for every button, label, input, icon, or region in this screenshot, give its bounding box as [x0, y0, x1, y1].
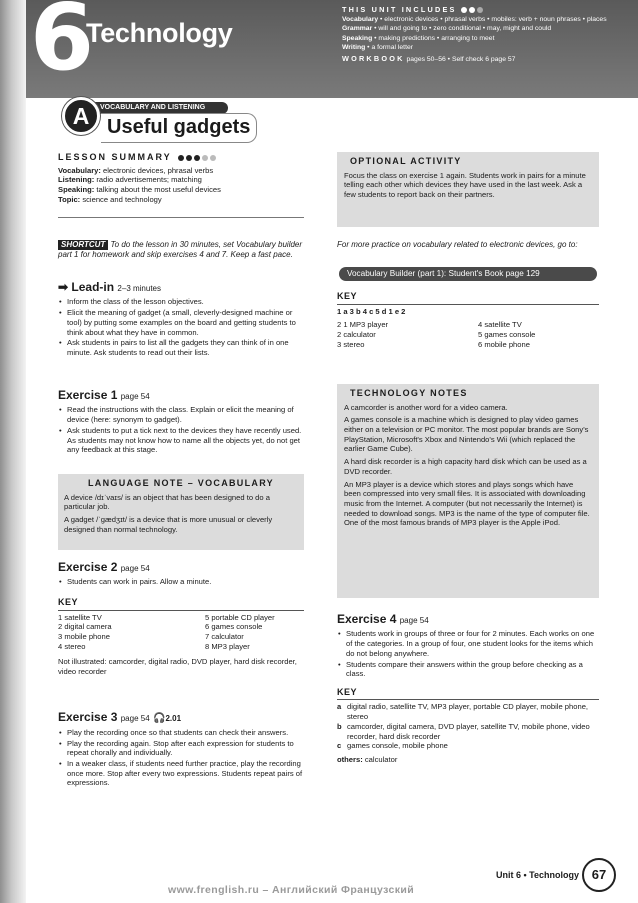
list-item: • Ask students to put a tick next to the devices they have recently used. As students may not know how to name all the objects yet, do not get any feedback at this stage. — [58, 426, 304, 455]
key-heading: KEY — [337, 291, 599, 305]
difficulty-dots-icon — [176, 152, 216, 162]
exercise2-title: Exercise 2 page 54 — [58, 560, 150, 574]
shortcut-note: SHORTCUT To do the lesson in 30 minutes, set Vocabulary builder part 1 for homework and skip exercises 4 and 7. Keep a fast pace. — [58, 240, 303, 260]
includes-row-grammar: Grammar • will and going to • zero conditional • may, might and could — [342, 25, 552, 33]
arrow-right-icon: ➡ — [58, 280, 69, 294]
unit-includes-box — [342, 5, 632, 64]
lesson-letter-badge: A — [62, 97, 100, 135]
list-item: • Play the recording again. Stop after each expression for students to repeat chorally and individually. — [58, 739, 304, 758]
list-item: • Elicit the meaning of gadget (a small, cleverly-designed machine or tool) by putting some examples on the board and getting students to think about what they have in common. — [58, 308, 304, 337]
tech-note-text: A games console is a machine which is designed to play video games either on a television or PC monitor. The most popular brands are Sony's PlayStation, Microsoft's Xbox and Nintendo's Wii (which replaced the earlier Game Cube). — [344, 415, 589, 454]
summary-row: Vocabulary: electronic devices, phrasal verbs — [58, 165, 214, 175]
key-grid: 1 satellite TV 2 digital camera 3 mobile phone 4 stereo 5 portable CD player 6 games console 7 calculator 8 MP3 player — [58, 612, 275, 651]
list-item: • Students work in groups of three or four for 2 minutes. Each works on one of the categories. In a group of four, one student looks for the items which do not belong anywhere. — [337, 629, 599, 658]
key-row: a digital radio, satellite TV, MP3 player, portable CD player, mobile phone, stereo — [337, 702, 589, 722]
technology-notes-box — [337, 384, 599, 598]
exercise2-section — [58, 560, 304, 677]
list-item: • Play the recording once so that students can check their answers. — [58, 728, 304, 738]
key-heading: KEY — [58, 597, 304, 611]
summary-row: Speaking: talking about the most useful devices — [58, 184, 221, 194]
leadin-section — [58, 280, 304, 359]
optional-heading: OPTIONAL ACTIVITY — [350, 156, 462, 166]
tech-note-text: An MP3 player is a device which stores and plays songs which have been compressed into very small files. It is associated with downloading music from the Internet. A computer (but not necessarily the Internet) is needed to download songs. MP3 is the name of the type of computer file. One of the most famous brands of MP3 player is the Apple iPod. — [344, 479, 590, 528]
tech-note-text: A camcorder is another word for a video camera. — [344, 402, 508, 412]
audio-headphones-icon: 🎧 — [153, 713, 166, 724]
key-heading: KEY — [337, 687, 599, 701]
not-illustrated-text: Not illustrated: camcorder, digital radio, DVD player, hard disk recorder, video recorder — [58, 657, 297, 677]
exercise3-title: Exercise 3 page 54 🎧2.01 — [58, 710, 182, 724]
leadin-title: ➡ Lead-in 2–3 minutes — [58, 280, 162, 294]
summary-heading: LESSON SUMMARY — [58, 152, 304, 164]
lesson-summary — [58, 152, 304, 204]
exercise3-section — [58, 710, 304, 789]
key-others: others: calculator — [337, 755, 398, 765]
list-item: • Read the instructions with the class. Explain or elicit the meaning of device (here: synonym to gadget). — [58, 405, 304, 424]
list-item: • Students compare their answers within the group before checking as a class. — [337, 660, 599, 679]
vocabulary-builder-link[interactable]: Vocabulary Builder (part 1): Student's Book page 129 — [339, 267, 597, 281]
list-item: • Students can work in pairs. Allow a minute. — [58, 577, 304, 587]
includes-row-vocabulary: Vocabulary • electronic devices • phrasal verbs • mobiles: verb + noun phrases • places — [342, 16, 607, 24]
book-spine-shadow — [0, 0, 26, 903]
exercise1-title: Exercise 1 page 54 — [58, 388, 150, 402]
tech-notes-heading: TECHNOLOGY NOTES — [350, 388, 468, 398]
key-row: c games console, mobile phone — [337, 741, 448, 751]
section-banner: VOCABULARY AND LISTENING — [92, 102, 228, 114]
list-item: • Ask students in pairs to list all the gadgets they can think of in one minute. Ask students to read out their lists. — [58, 338, 304, 357]
includes-heading-row — [342, 5, 632, 15]
list-item: • Inform the class of the lesson objectives. — [58, 297, 304, 307]
exercise4-section — [337, 612, 599, 765]
lesson-title: Useful gadgets — [101, 113, 257, 143]
optional-activity-box — [337, 152, 599, 227]
unit-title: Technology — [86, 18, 233, 48]
summary-row: Listening: radio advertisements; matching — [58, 175, 202, 185]
shortcut-badge: SHORTCUT — [58, 240, 108, 250]
exercise4-title: Exercise 4 page 54 — [337, 612, 429, 626]
key-grid: 2 1 MP3 player 2 calculator 3 stereo 4 satellite TV 5 games console 6 mobile phone — [337, 320, 536, 349]
exercise1-section — [58, 388, 304, 456]
unit-number: 6 — [30, 0, 95, 91]
tech-note-text: A hard disk recorder is a high capacity hard disk which can be used as a DVD recorder. — [344, 457, 587, 476]
difficulty-dots-icon — [459, 7, 483, 14]
watermark: www.frenglish.ru – Английский Французский — [168, 884, 415, 896]
language-note-text: A device /dɪˈvaɪs/ is an object that has been designed to do a particular job. — [64, 492, 270, 512]
key-line: 1 a 3 b 4 c 5 d 1 e 2 — [337, 306, 406, 316]
language-note-box — [58, 474, 304, 550]
divider — [58, 217, 304, 218]
key-row: b camcorder, digital camera, DVD player, satellite TV, mobile phone, video recorder, hard disk recorder — [337, 721, 590, 741]
key-section — [337, 291, 599, 349]
includes-heading: THIS UNIT INCLUDES — [342, 5, 457, 14]
includes-row-workbook: WORKBOOK pages 50–56 • Self check 6 page 57 — [342, 53, 516, 63]
page-number: 67 — [582, 858, 616, 892]
optional-text: Focus the class on exercise 1 again. Students work in pairs for a minute telling each other which devices they have used in the last week. Ask a few students to report back on their partners. — [344, 170, 586, 199]
practice-text: For more practice on vocabulary related to electronic devices, go to: — [337, 240, 578, 249]
list-item: • In a weaker class, if students need further practice, play the recording once more. Stop after every two expressions. Students repeat pairs of expressions. — [58, 759, 304, 788]
language-note-text: A gadget /ˈɡædʒɪt/ is a device that is more unusual or cleverly designed than normal technology. — [64, 514, 273, 534]
includes-row-writing: Writing • a formal letter — [342, 43, 414, 51]
includes-row-speaking: Speaking • making predictions • arranging to meet — [342, 34, 495, 42]
language-note-heading: LANGUAGE NOTE – VOCABULARY — [88, 478, 274, 488]
summary-row: Topic: science and technology — [58, 194, 162, 204]
footer-text: Unit 6 • Technology — [496, 870, 579, 880]
